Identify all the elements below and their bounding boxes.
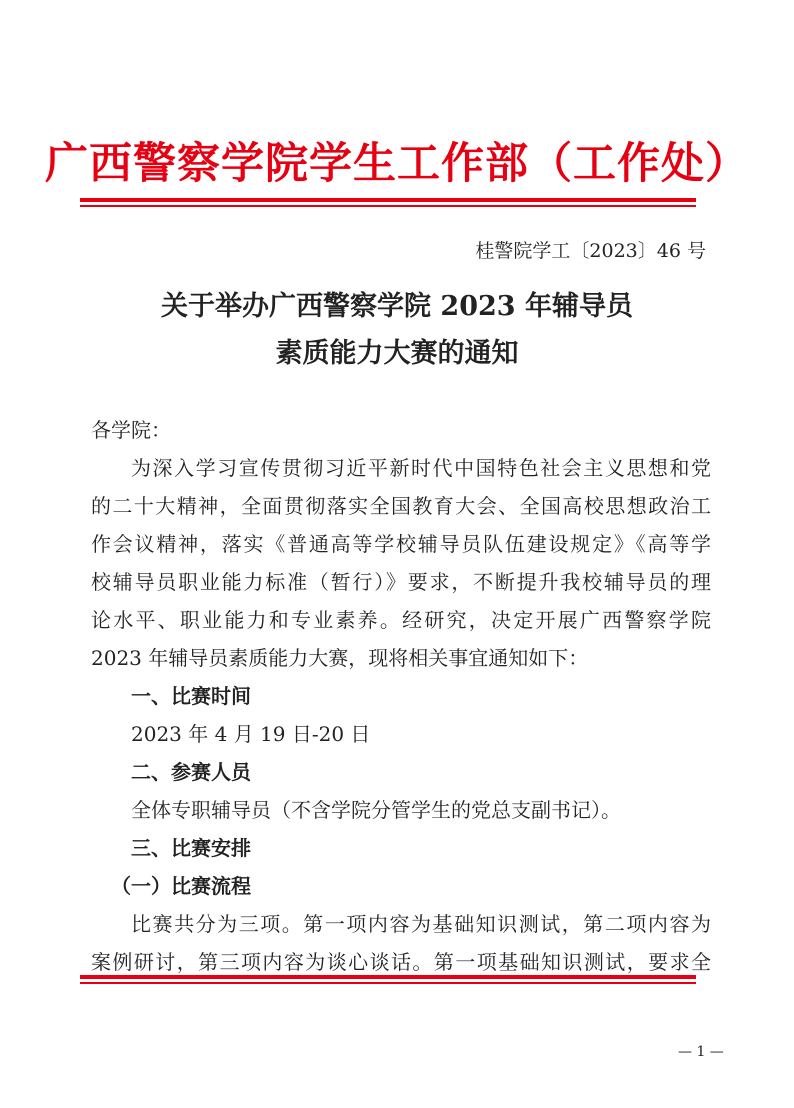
subsection-heading-process: （一）比赛流程 xyxy=(111,874,251,898)
red-header-divider xyxy=(80,198,696,207)
intro-line: 作会议精神，落实《普通高等学校辅导员队伍建设规定》《高等学 xyxy=(91,532,711,556)
red-divider-thin xyxy=(80,205,696,207)
red-footer-divider xyxy=(80,975,696,984)
notice-title-line-1: 关于举办广西警察学院 2023 年辅导员 xyxy=(161,291,633,322)
process-line: 比赛共分为三项。第一项内容为基础知识测试，第二项内容为 xyxy=(131,912,711,936)
intro-line: 校辅导员职业能力标准（暂行）》要求，不断提升我校辅导员的理 xyxy=(91,570,711,594)
process-line: 案例研讨，第三项内容为谈心谈话。第一项基础知识测试，要求全 xyxy=(91,950,711,974)
section-heading-arrangement: 三、比赛安排 xyxy=(131,836,251,860)
participants-text: 全体专职辅导员（不含学院分管学生的党总支副书记）。 xyxy=(131,798,621,822)
section-heading-participants: 二、参赛人员 xyxy=(131,760,251,784)
intro-line: 论水平、职业能力和专业素养。经研究，决定开展广西警察学院 xyxy=(91,608,711,632)
red-divider-thick xyxy=(80,975,696,979)
notice-title-line-2: 素质能力大赛的通知 xyxy=(275,338,519,369)
red-divider-thin xyxy=(80,982,696,984)
issuing-office-header: 广西警察学院学生工作部（工作处） xyxy=(45,139,749,189)
intro-line: 的二十大精神，全面贯彻落实全国教育大会、全国高校思想政治工 xyxy=(91,494,711,518)
document-number: 桂警院学工〔2023〕46 号 xyxy=(475,240,706,262)
red-divider-thick xyxy=(80,198,696,202)
salutation: 各学院： xyxy=(91,418,171,442)
intro-line: 为深入学习宣传贯彻习近平新时代中国特色社会主义思想和党 xyxy=(131,456,711,480)
intro-line: 2023 年辅导员素质能力大赛，现将相关事宜通知如下： xyxy=(91,646,589,670)
competition-date: 2023 年 4 月 19 日-20 日 xyxy=(131,722,371,746)
section-heading-time: 一、比赛时间 xyxy=(131,684,251,708)
page-number: — 1 — xyxy=(678,1044,724,1060)
